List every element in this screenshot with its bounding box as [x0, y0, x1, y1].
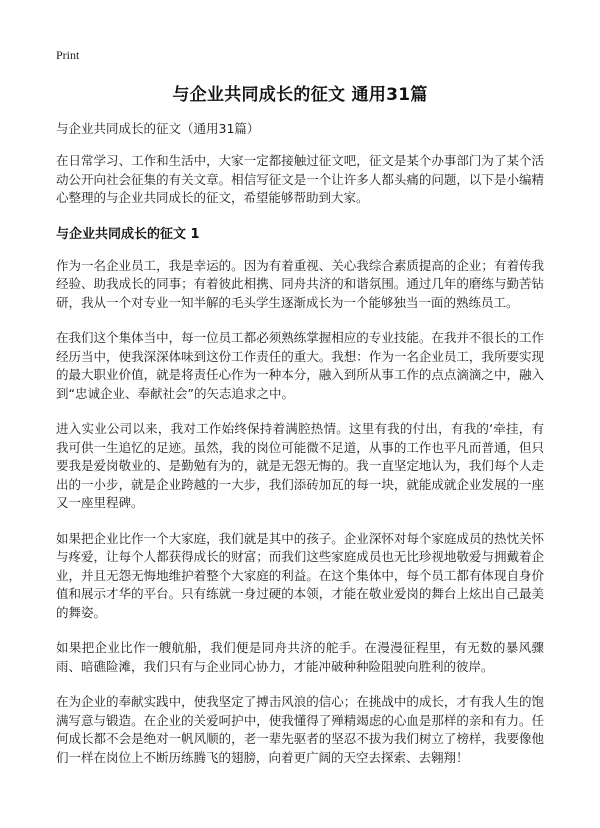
body-paragraph-2: 在我们这个集体当中，每一位员工都必须熟练掌握相应的专业技能。在我并不很长的工作经历当中，使我深深体味到这份工作责任的重大。我想：作为一名企业员工，我所要实现的最大职业价值，就是将责任心作为一种本分，融入到所从事工作的点点滴滴之中，融入到“忠诚企业、奉献社会”的矢志追求之中。 [56, 330, 544, 401]
print-link[interactable]: Print [56, 48, 80, 62]
document-body [56, 119, 544, 784]
body-paragraph-5: 如果把企业比作一艘航船，我们便是同舟共济的舵手。在漫漫征程里，有无数的暴风骤雨、暗礁险滩，我们只有与企业同心协力，才能冲破种种险阻驶向胜利的彼岸。 [56, 640, 544, 674]
intro-paragraph: 在日常学习、工作和生活中，大家一定都接触过征文吧，征文是某个办事部门为了某个活动公开向社会征集的有关文章。相信写征文是一个让许多人都头痛的问题，以下是小编精心整理的与企业共同成长的征文，希望能够帮助到大家。 [56, 153, 544, 205]
body-paragraph-4: 如果把企业比作一个大家庭，我们就是其中的孩子。企业深怀对每个家庭成员的热忱关怀与疼爱，让每个人都获得成长的财富；而我们这些家庭成员也无比珍视地敬爱与拥戴着企业，并且无怨无悔地维护着整个大家庭的利益。在这个集体中，每个员工都有体现自身价值和展示才华的平台。只有练就一身过硬的本领，才能在敬业爱岗的舞台上炫出自己最美的舞姿。 [56, 530, 544, 620]
body-paragraph-6: 在为企业的奉献实践中，使我坚定了搏击风浪的信心；在挑战中的成长，才有我人生的饱满写意与锻造。在企业的关爱呵护中，使我懂得了殚精竭虑的心血是那样的亲和有力。任何成长都不会是绝对一帆风顺的，老一辈先驱者的坚忍不拔为我们树立了榜样，我要像他们一样在岗位上不断历练腾飞的翅膀，向着更广阔的天空去探索、去翱翔！ [56, 694, 544, 765]
page-title: 与企业共同成长的征文 通用31篇 [172, 85, 428, 105]
document-subtitle: 与企业共同成长的征文（通用31篇） [56, 121, 260, 136]
body-paragraph-3: 进入实业公司以来，我对工作始终保持着满腔热情。这里有我的付出，有我的‘牵挂，有我可供一生追忆的足迹。虽然，我的岗位可能微不足道，从事的工作也平凡而普通，但只要我是爱岗敬业的、是勤勉有为的，就是无怨无悔的。我一直坚定地认为，我们每个人走出的一小步，就是企业跨越的一大步，我们添砖加瓦的每一块，就能成就企业发展的一座又一座里程碑。 [56, 421, 544, 510]
body-paragraph-1: 作为一名企业员工，我是幸运的。因为有着重视、关心我综合素质提高的企业；有着传我经验、助我成长的同事；有着彼此相携、同舟共济的和谐氛围。通过几年的磨练与勤苦钻研，我从一个对专业一知半解的毛头学生逐渐成长为一个能够独当一面的熟练员工。 [56, 257, 544, 310]
section-heading: 与企业共同成长的征文 1 [56, 226, 200, 242]
